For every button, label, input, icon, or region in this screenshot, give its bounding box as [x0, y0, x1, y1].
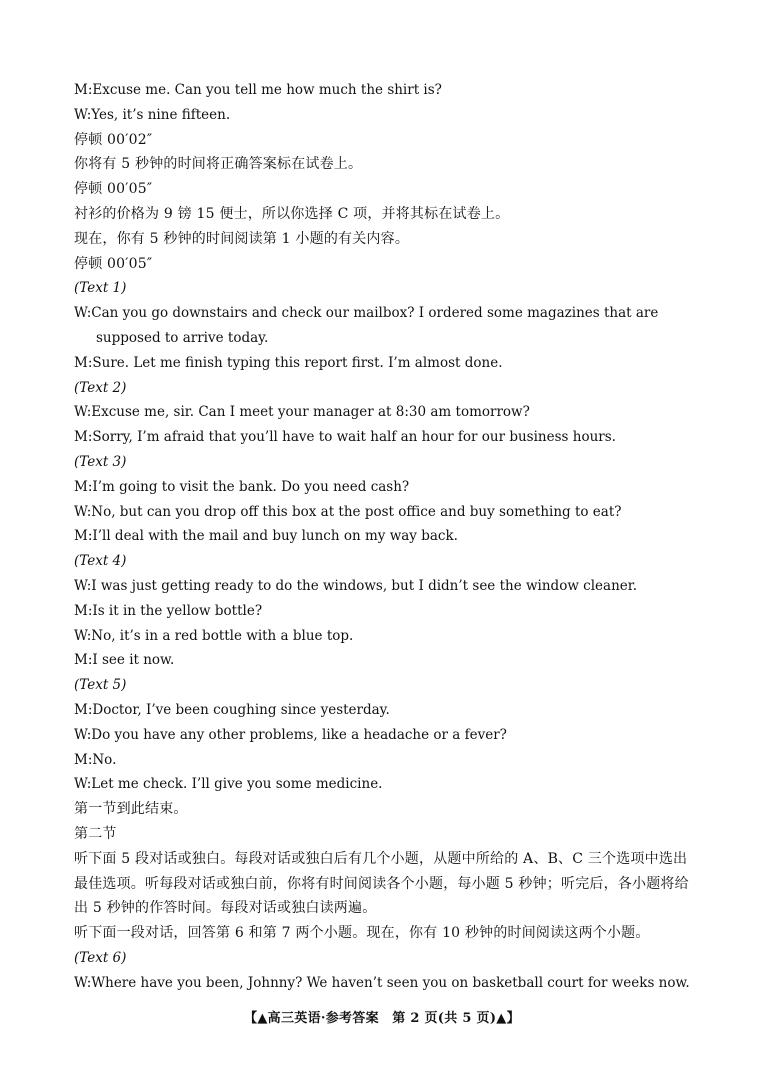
section-end: 第一节到此结束。 [74, 801, 188, 818]
page-footer: 【▲高三英语·参考答案 第 2 页(共 5 页)▲】 [244, 1011, 520, 1026]
dialogue-line: W:No, it’s in a red bottle with a blue top. [74, 627, 354, 644]
instruction-line: 现在，你有 5 秒钟的时间阅读第 1 小题的有关内容。 [74, 230, 410, 247]
text-heading: (Text 5) [74, 677, 127, 694]
dialogue-line: M:Is it in the yellow bottle? [74, 602, 263, 619]
dialogue-line: M:I’ll deal with the mail and buy lunch on my way back. [74, 528, 458, 545]
instruction-line: 你将有 5 秒钟的时间将正确答案标在试卷上。 [74, 156, 363, 173]
text-heading: (Text 3) [74, 453, 127, 470]
text-heading: (Text 2) [74, 379, 127, 396]
section-heading: 第二节 [74, 825, 117, 842]
dialogue-line: M:I see it now. [74, 652, 175, 669]
dialogue-line: M:Doctor, I’ve been coughing since yesterday. [74, 701, 390, 718]
dialogue-line: W:Where have you been, Johnny? We haven’t seen you on basketball court for weeks now. [74, 974, 690, 991]
text-heading: (Text 4) [74, 553, 127, 570]
instruction-paragraph: 听下面 5 段对话或独白。每段对话或独白后有几个小题，从题中所给的 A、B、C 三个选项中选出最佳选项。听每段对话或独白前，你将有时间阅读各个小题，每小题 5 秒钟；听完后，各小题将给出 5 秒钟的作答时间。每段对话或独白读两遍。 [74, 850, 689, 917]
pause-line: 停顿 00′02″ [74, 131, 153, 148]
dialogue-line: M:No. [74, 751, 117, 768]
dialogue-line: M:I’m going to visit the bank. Do you need cash? [74, 478, 410, 495]
page-content [74, 78, 700, 995]
dialogue-line: W:Yes, it’s nine fifteen. [74, 106, 231, 123]
text-heading: (Text 6) [74, 949, 127, 966]
dialogue-line: M:Sorry, I’m afraid that you’ll have to wait half an hour for our business hours. [74, 429, 616, 446]
dialogue-line: W:No, but can you drop off this box at the post office and buy something to eat? [74, 503, 622, 520]
dialogue-line: W:Do you have any other problems, like a headache or a fever? [74, 726, 507, 743]
dialogue-line: W:Let me check. I’ll give you some medicine. [74, 776, 383, 793]
dialogue-line: W:I was just getting ready to do the windows, but I didn’t see the window cleaner. [74, 577, 638, 594]
instruction-line: 听下面一段对话，回答第 6 和第 7 两个小题。现在，你有 10 秒钟的时间阅读这两个小题。 [74, 925, 650, 942]
dialogue-line: M:Sure. Let me finish typing this report first. I’m almost done. [74, 354, 503, 371]
dialogue-line: M:Excuse me. Can you tell me how much the shirt is? [74, 82, 442, 98]
text-heading: (Text 1) [74, 280, 127, 297]
dialogue-line: W:Excuse me, sir. Can I meet your manager at 8:30 am tomorrow? [74, 404, 530, 421]
dialogue-line: W:Can you go downstairs and check our mailbox? I ordered some magazines that are supposed to arrive today. [74, 305, 659, 346]
pause-line: 停顿 00′05″ [74, 255, 153, 272]
pause-line: 停顿 00′05″ [74, 181, 153, 198]
instruction-line: 衬衫的价格为 9 镑 15 便士，所以你选择 C 项，并将其标在试卷上。 [74, 205, 510, 222]
